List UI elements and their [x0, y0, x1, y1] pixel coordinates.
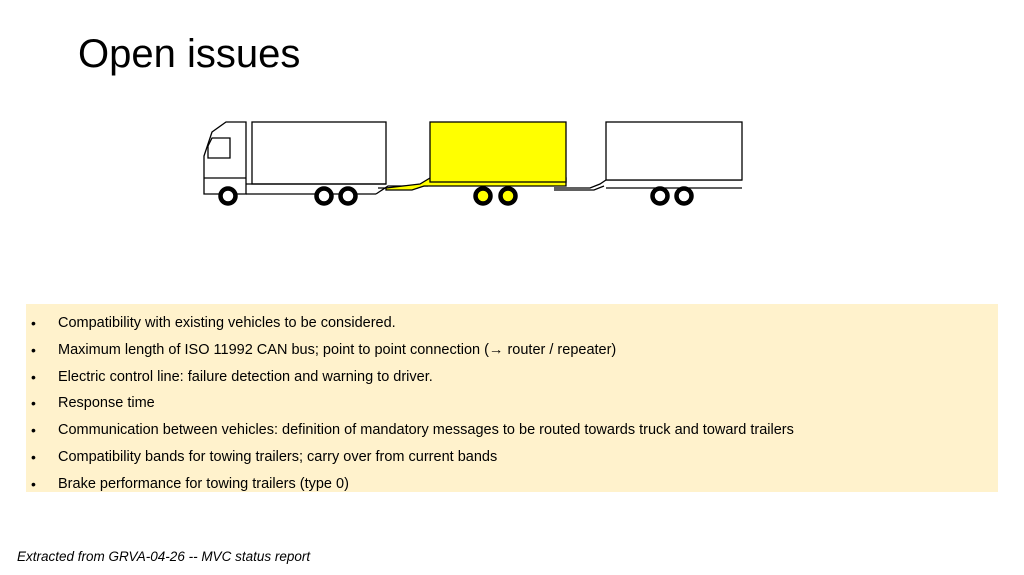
source-footnote: Extracted from GRVA-04-26 -- MVC status report	[17, 549, 311, 564]
list-item-text: Electric control line: failure detection and warning to driver.	[58, 368, 433, 385]
wheel	[677, 189, 692, 204]
bullet-icon: •	[31, 475, 36, 492]
wheel	[317, 189, 332, 204]
bullet-icon: •	[31, 448, 36, 465]
list-item-text: Maximum length of ISO 11992 CAN bus; point to point connection (→ router / repeater)	[58, 341, 617, 358]
highlighted-trailer-box	[430, 122, 566, 182]
wheel	[653, 189, 668, 204]
list-item-text: Compatibility bands for towing trailers; carry over from current bands	[58, 448, 498, 465]
slide-title: Open issues	[78, 32, 301, 76]
list-item	[26, 471, 998, 498]
list-item	[26, 364, 998, 391]
wheel	[501, 189, 516, 204]
list-item-text: Brake performance for towing trailers (type 0)	[58, 475, 349, 492]
wheel	[221, 189, 236, 204]
open-issues-list	[26, 310, 998, 498]
rear-trailer-box	[606, 122, 742, 180]
list-item-text: Response time	[58, 395, 155, 412]
wheel	[476, 189, 491, 204]
bullet-icon: •	[31, 368, 36, 385]
bullet-icon: •	[31, 422, 36, 439]
list-item-text: Communication between vehicles: definition of mandatory messages to be routed towards truck and toward trailers	[58, 422, 794, 439]
open-issues-box	[26, 304, 998, 492]
wheel	[341, 189, 356, 204]
bullet-icon: •	[31, 395, 36, 412]
list-item-text: Compatibility with existing vehicles to be considered.	[58, 315, 396, 331]
list-item	[26, 390, 998, 417]
list-item	[26, 310, 998, 337]
list-item	[26, 444, 998, 471]
truck-with-two-trailers-icon	[198, 118, 748, 210]
truck-body-box	[252, 122, 386, 184]
list-item	[26, 337, 998, 364]
list-item	[26, 417, 998, 444]
bullet-icon: •	[31, 315, 36, 331]
bullet-icon: •	[31, 341, 36, 358]
